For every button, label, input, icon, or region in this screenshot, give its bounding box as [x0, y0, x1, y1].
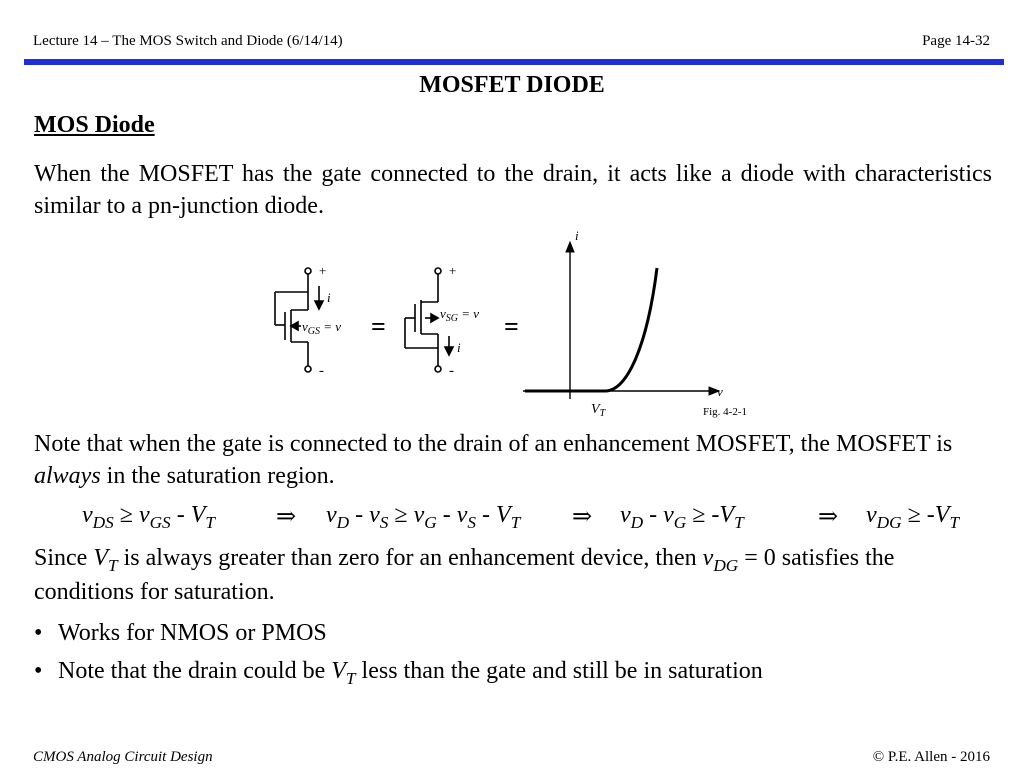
graph-threshold-label: $V_T$ [591, 402, 606, 419]
equation-2: $v_D - v_S \ge v_G - v_S - V_T$ [326, 502, 521, 533]
equation-1: $v_{DS} \ge v_{GS} - V_T$ [82, 502, 215, 533]
bullet-item-1: • Works for NMOS or PMOS [34, 620, 327, 646]
equation-4: $v_{DG} \ge -V_T$ [866, 502, 960, 533]
graph-y-axis-label: i [575, 228, 579, 243]
note-emphasis: always [34, 463, 101, 489]
equals-sign-1: = [371, 312, 386, 341]
implies-arrow-1: ⇒ [276, 504, 297, 530]
header-rule [24, 59, 1004, 65]
mos-diode-figure [255, 222, 795, 422]
pmos-minus-label: - [449, 363, 454, 379]
iv-graph [523, 242, 719, 399]
header-lecture-title: Lecture 14 – The MOS Switch and Diode (6/14/14) [33, 33, 343, 49]
pmos-voltage-label: $v_{SG} = v$ [440, 306, 480, 324]
nmos-voltage-label: $v_{GS} = v$ [302, 319, 342, 337]
graph-x-axis-label: v [717, 384, 723, 399]
note-paragraph: Note that when the gate is connected to the drain of an enhancement MOSFET, the MOSFET is always in the saturation region. [34, 431, 953, 489]
slide-title: MOSFET DIODE [419, 72, 605, 98]
bullet-item-2: • Note that the drain could be $V_T$ less than the gate and still be in saturation [34, 658, 763, 689]
figure-caption: Fig. 4-2-1 [703, 406, 747, 418]
pmos-plus-label: + [449, 263, 457, 278]
pmos-current-label: i [457, 340, 461, 355]
footer-course-name: CMOS Analog Circuit Design [33, 749, 213, 765]
footer-copyright: © P.E. Allen - 2016 [872, 749, 990, 765]
intro-paragraph: When the MOSFET has the gate connected to the drain, it acts like a diode with characteristics similar to a pn-junction diode. [34, 161, 992, 219]
since-paragraph: Since $V_T$ is always greater than zero for an enhancement device, then $v_{DG} = 0$ satisfies the conditions for saturation. [34, 545, 895, 605]
nmos-plus-label: + [319, 263, 327, 278]
equals-sign-2: = [504, 312, 519, 341]
equation-3: $v_D - v_G \ge -V_T$ [620, 502, 744, 533]
implies-arrow-3: ⇒ [818, 504, 839, 530]
nmos-current-label: i [327, 290, 331, 305]
implies-arrow-2: ⇒ [572, 504, 593, 530]
nmos-minus-label: - [319, 363, 324, 379]
nmos-diode-symbol [275, 268, 323, 372]
header-page-number: Page 14-32 [922, 33, 990, 49]
section-heading: MOS Diode [34, 112, 155, 138]
